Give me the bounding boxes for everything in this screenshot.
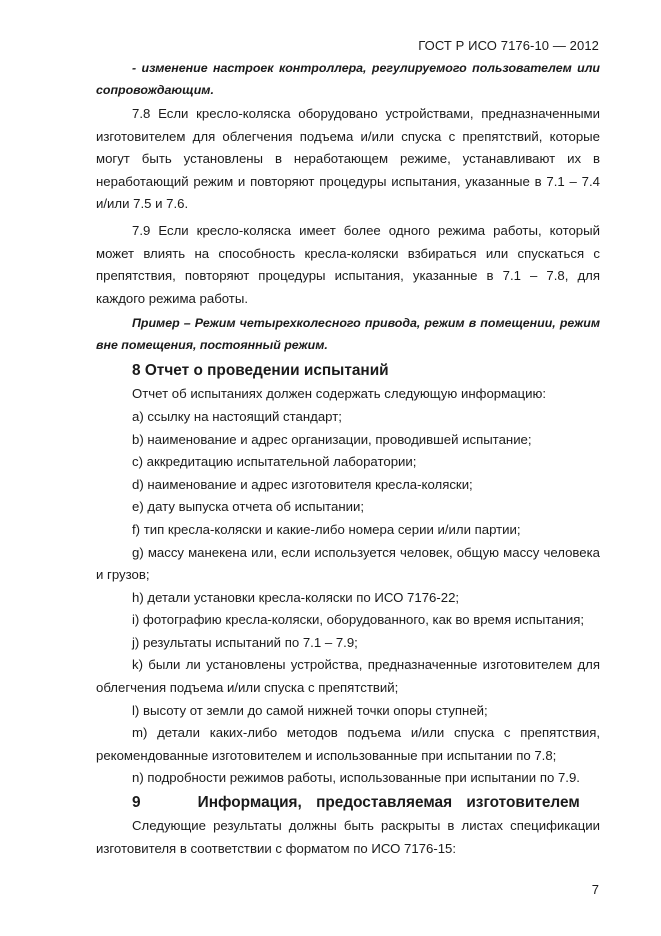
- list-item: а) ссылку на настоящий стандарт;: [132, 408, 342, 424]
- page-body: [96, 58, 600, 860]
- standard-header: ГОСТ Р ИСО 7176-10 — 2012: [418, 38, 599, 53]
- list-item: g) массу манекена или, если используется человек, общую массу человека и грузов;: [96, 544, 600, 583]
- page-number: 7: [591, 882, 599, 897]
- clause-7-8: 7.8 Если кресло-коляска оборудовано устройствами, предназначенными изготовителем для облегчения подъема и/или спуска с препятствий, которые могут быть установлены в неработающем режиме, устанавливают их в неработающий режим и повторяют процедуры испытания, указанные в 7.1 – 7.4 и/или 7.5 и 7.6.: [96, 106, 600, 212]
- section-8-intro: Отчет об испытаниях должен содержать следующую информацию:: [132, 386, 547, 402]
- section-9-heading: 9 Информация, предоставляемая изготовителем: [132, 794, 580, 812]
- section-9-text: Следующие результаты должны быть раскрыты в листах спецификации изготовителя в соответствии с форматом по ИСО 7176-15:: [96, 818, 600, 856]
- list-item: с) аккредитацию испытательной лаборатории;: [132, 454, 417, 470]
- list-item: l) высоту от земли до самой нижней точки опоры ступней;: [132, 702, 488, 718]
- clause-7-9: 7.9 Если кресло-коляска имеет более одного режима работы, который может влиять на способность кресла-коляски взбираться или спускаться с препятствия, повторяют процедуры испытания, указанные в 7.1 – 7.8, для каждого режима работы.: [96, 222, 600, 306]
- list-item: j) результаты испытаний по 7.1 – 7.9;: [132, 634, 358, 650]
- list-item: е) дату выпуска отчета об испытании;: [132, 499, 365, 515]
- list-item: b) наименование и адрес организации, проводившей испытание;: [132, 431, 532, 447]
- list-item: f) тип кресла-коляски и какие-либо номера серии и/или партии;: [132, 521, 521, 537]
- list-item: d) наименование и адрес изготовителя кресла-коляски;: [132, 476, 473, 492]
- controller-settings-item: - изменение настроек контроллера, регулируемого пользователем или сопровождающим.: [96, 61, 600, 97]
- list-item: m) детали каких-либо методов подъема и/или спуска с препятствия, рекомендованные изготовителем и использованные при испытании по 7.8;: [96, 725, 600, 763]
- list-item: i) фотографию кресла-коляски, оборудованного, как во время испытания;: [132, 612, 585, 628]
- section-8-heading: 8 Отчет о проведении испытаний: [132, 362, 389, 380]
- example-note: Пример – Режим четырехколесного привода, режим в помещении, режим вне помещения, постоянный режим.: [96, 316, 600, 352]
- list-item: n) подробности режимов работы, использованные при испытании по 7.9.: [132, 770, 580, 786]
- list-item: h) детали установки кресла-коляски по ИСО 7176-22;: [132, 589, 460, 605]
- list-item: k) были ли установлены устройства, предназначенные изготовителем для облегчения подъема и/или спуска с препятствий;: [96, 657, 600, 696]
